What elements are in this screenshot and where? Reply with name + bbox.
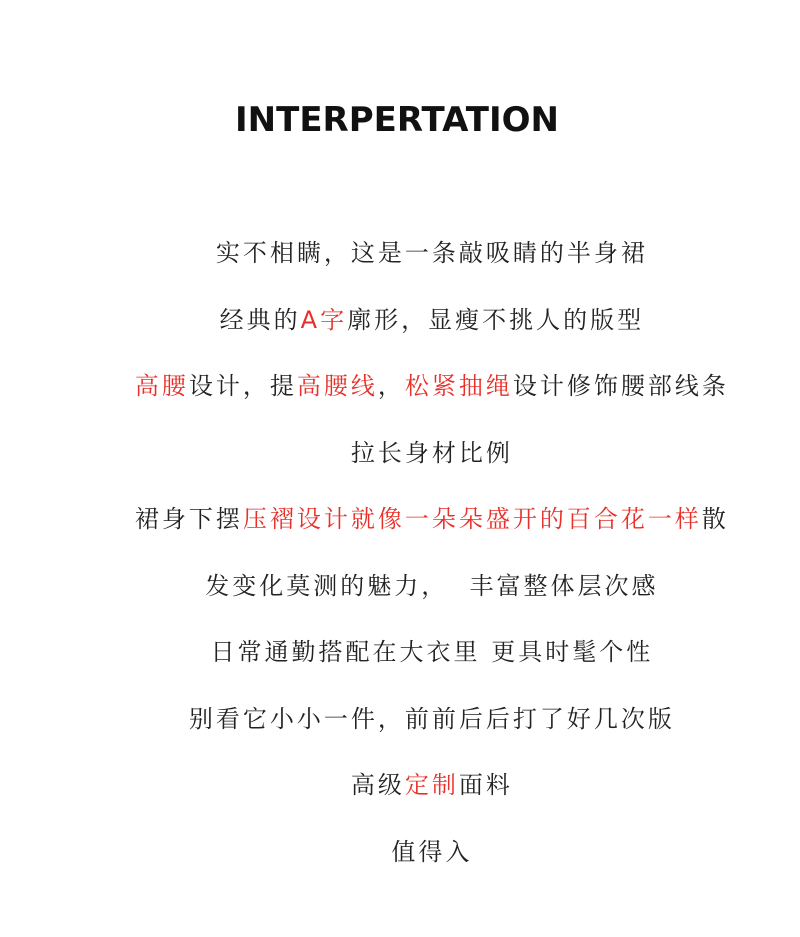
page-title: INTERPERTATION — [235, 100, 559, 140]
text-segment: 拉长身材比例 — [350, 438, 513, 467]
text-segment: 裙身下摆 — [134, 505, 243, 533]
text-segment: 日常通勤搭配在大衣里 更具时髦个性 — [210, 638, 654, 666]
highlight-segment: 高腰线 — [296, 372, 378, 400]
highlight-segment: 松紧抽绳 — [404, 372, 513, 400]
text-segment: 廓形，显瘦不挑人的版型 — [347, 305, 645, 334]
text-segment: 设计，提 — [188, 372, 297, 400]
text-segment: 发变化莫测的魅力， 丰富整体层次感 — [205, 571, 659, 600]
text-segment: 散 — [701, 505, 729, 533]
highlight-segment: 定制 — [404, 771, 459, 799]
text-segment: ， — [377, 372, 405, 400]
text-segment: 高级 — [350, 771, 405, 799]
description-block — [0, 190, 800, 866]
text-segment: 经典的 — [219, 305, 301, 334]
text-line — [0, 190, 800, 267]
text-segment: 别看它小小一件，前前后后打了好几次版 — [188, 704, 675, 733]
text-segment: 面料 — [458, 771, 513, 799]
highlight-segment: 高腰 — [134, 372, 189, 400]
text-segment: 实不相瞒，这是一条敲吸睛的半身裙 — [215, 239, 648, 267]
highlight-segment: A字 — [300, 305, 348, 334]
highlight-segment: 压褶设计就像一朵朵盛开的百合花一样 — [242, 505, 702, 533]
text-segment: 设计修饰腰部线条 — [512, 372, 729, 400]
text-segment: 值得入 — [391, 837, 473, 866]
